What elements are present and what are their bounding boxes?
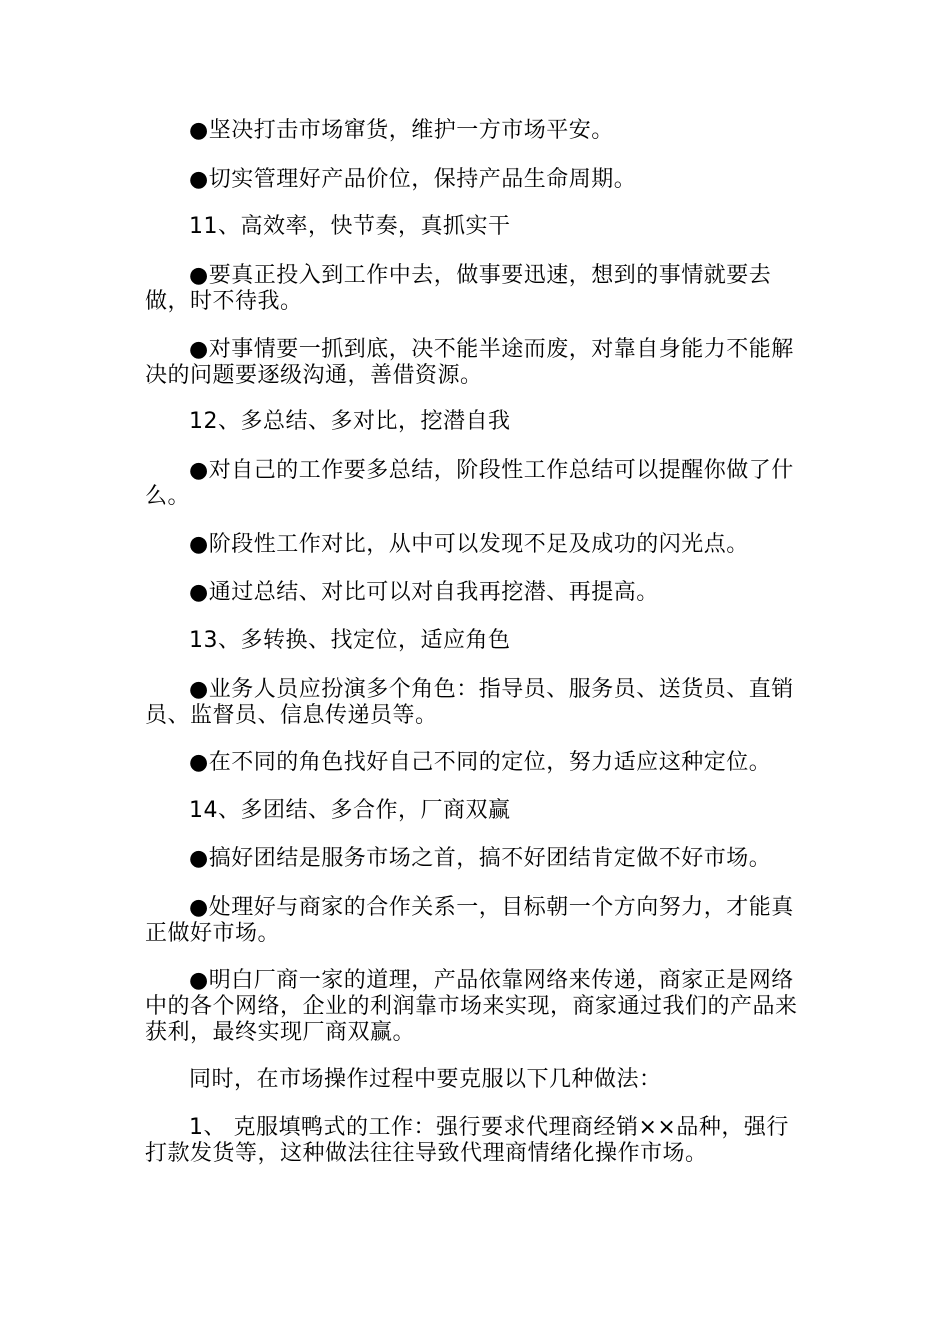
bullet-paragraph: ●对事情要一抓到底，决不能半途而废，对靠自身能力不能解决的问题要逐级沟通，善借资源。 <box>145 337 794 388</box>
section-heading: 11、高效率，快节奏，真抓实干 <box>189 214 511 239</box>
body-paragraph: 同时，在市场操作过程中要克服以下几种做法： <box>189 1067 662 1092</box>
bullet-paragraph: ●明白厂商一家的道理，产品依靠网络来传递，商家正是网络中的各个网络，企业的利润靠市场来实现，商家通过我们的产品来获利，最终实现厂商双赢。 <box>145 968 798 1045</box>
bullet-paragraph: ●坚决打击市场窜货，维护一方市场平安。 <box>189 118 614 143</box>
bullet-paragraph: ●对自己的工作要多总结，阶段性工作总结可以提醒你做了什么。 <box>145 458 794 509</box>
bullet-paragraph: ●要真正投入到工作中去，做事要迅速，想到的事情就要去做，时不待我。 <box>145 263 772 314</box>
section-heading: 12、多总结、多对比，挖潜自我 <box>189 409 511 434</box>
bullet-paragraph: ●阶段性工作对比，从中可以发现不足及成功的闪光点。 <box>189 532 749 557</box>
bullet-paragraph: ●在不同的角色找好自己不同的定位，努力适应这种定位。 <box>189 750 772 775</box>
section-heading: 13、多转换、找定位，适应角色 <box>189 628 511 653</box>
bullet-paragraph: ●通过总结、对比可以对自我再挖潜、再提高。 <box>189 580 659 605</box>
numbered-paragraph: 1、 克服填鸭式的工作：强行要求代理商经销××品种，强行打款发货等，这种做法往往导致代理商情绪化操作市场。 <box>145 1115 789 1166</box>
bullet-paragraph: ●搞好团结是服务市场之首，搞不好团结肯定做不好市场。 <box>189 846 772 871</box>
section-heading: 14、多团结、多合作，厂商双赢 <box>189 798 511 823</box>
bullet-paragraph: ●切实管理好产品价位，保持产品生命周期。 <box>189 167 637 192</box>
bullet-paragraph: ●处理好与商家的合作关系一，目标朝一个方向努力，才能真正做好市场。 <box>145 895 794 946</box>
bullet-paragraph: ●业务人员应扮演多个角色：指导员、服务员、送货员、直销员、监督员、信息传递员等。 <box>145 677 794 728</box>
